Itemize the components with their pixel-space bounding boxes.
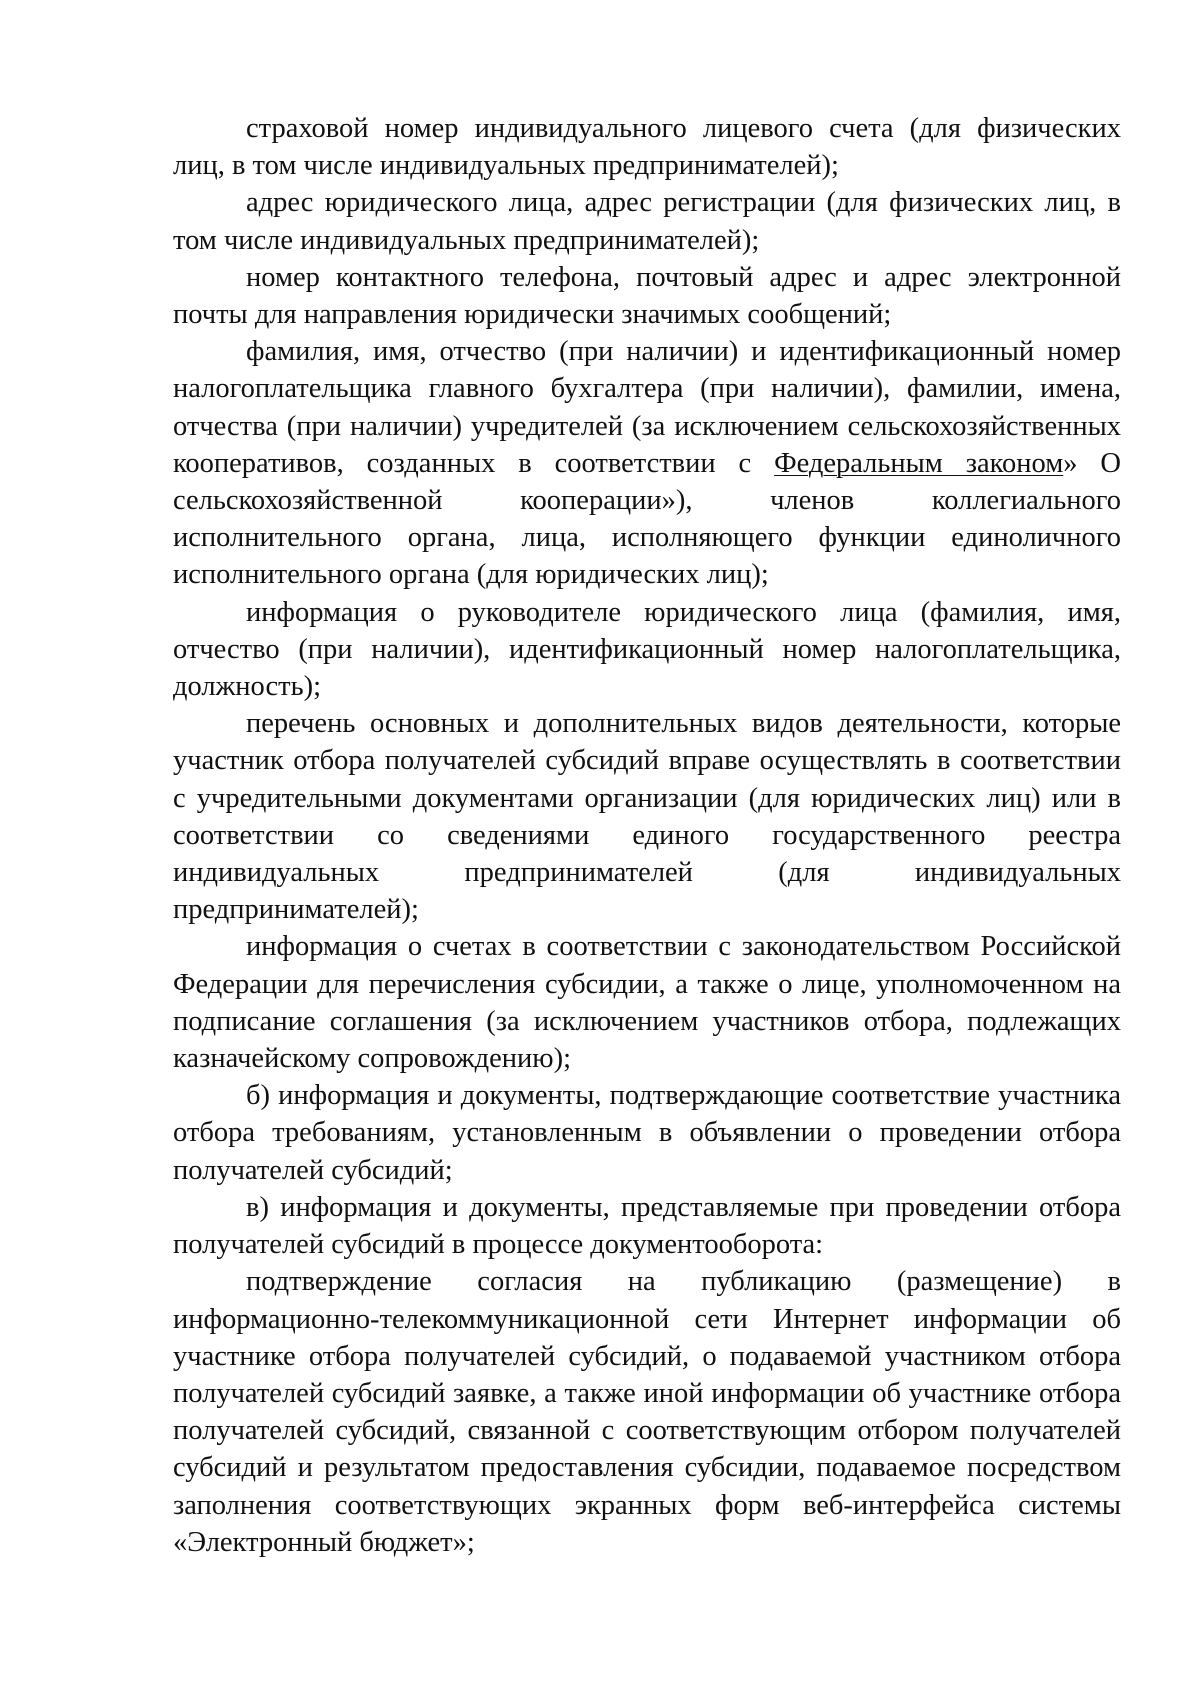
paragraph-text: фамилия, имя, отчество (при наличии) и идентификационный номер налогоплательщика главного бухгалтера (при наличии), фамилии, имена, отчества (при наличии) учредителей (за исключением сельскохозяйственных кооперативов, созданных в соответствии с xyxy=(173,336,1121,479)
paragraph-head-info: информация о руководителе юридического лица (фамилия, имя, отчество (при наличии), идентификационный номер налогоплательщика, должность); xyxy=(173,596,1121,703)
paragraph-activities-list: перечень основных и дополнительных видов деятельности, которые участник отбора получателей субсидий вправе осуществлять в соответствии с учредительными документами организации (для юридических лиц) или в соответствии со сведениями единого государственного реестра индивидуальных предпринимателей (для индивидуальных предпринимателей); xyxy=(173,708,1121,926)
paragraph-item-v: в) информация и документы, представляемые при проведении отбора получателей субсидий в процессе документооборота: xyxy=(173,1191,1121,1261)
paragraph-legal-address: адрес юридического лица, адрес регистрации (для физических лиц, в том числе индивидуальных предпринимателей); xyxy=(173,187,1121,256)
document-page xyxy=(173,110,1121,1561)
paragraph-accounts-info: информация о счетах в соответствии с законодательством Российской Федерации для перечисления субсидии, а также о лице, уполномоченном на подписание соглашения (за исключением участников отбора, подлежащих казначейскому сопровождению); xyxy=(173,931,1121,1075)
paragraph-publication-consent: подтверждение согласия на публикацию (размещение) в информационно-телекоммуникационной сети Интернет информации об участнике отбора получателей субсидий, о подаваемой участником отбора получателей субсидий заявке, а также иной информации об участнике отбора получателей субсидий, связанной с соответствующим отбором получателей субсидий и результатом предоставления субсидии, подаваемое посредством заполнения соответствующих экранных форм веб-интерфейса системы «Электронный бюджет»; xyxy=(173,1266,1121,1558)
paragraph-text: » О сельскохозяйственной кооперации»), членов коллегиального исполнительного органа, лица, исполняющего функции единоличного исполнительного органа (для юридических лиц); xyxy=(173,447,1122,591)
paragraph-item-b: б) информация и документы, подтверждающие соответствие участника отбора требованиям, установленным в объявлении о проведении отбора получателей субсидий; xyxy=(173,1080,1121,1186)
federal-law-link[interactable]: Федеральным законом xyxy=(774,447,1064,479)
paragraph-founders-info xyxy=(173,333,1121,593)
paragraph-insurance-number: страховой номер индивидуального лицевого счета (для физических лиц, в том числе индивидуальных предпринимателей); xyxy=(173,113,1121,182)
paragraph-contact-details: номер контактного телефона, почтовый адрес и адрес электронной почты для направления юридически значимых сообщений; xyxy=(173,261,1121,331)
